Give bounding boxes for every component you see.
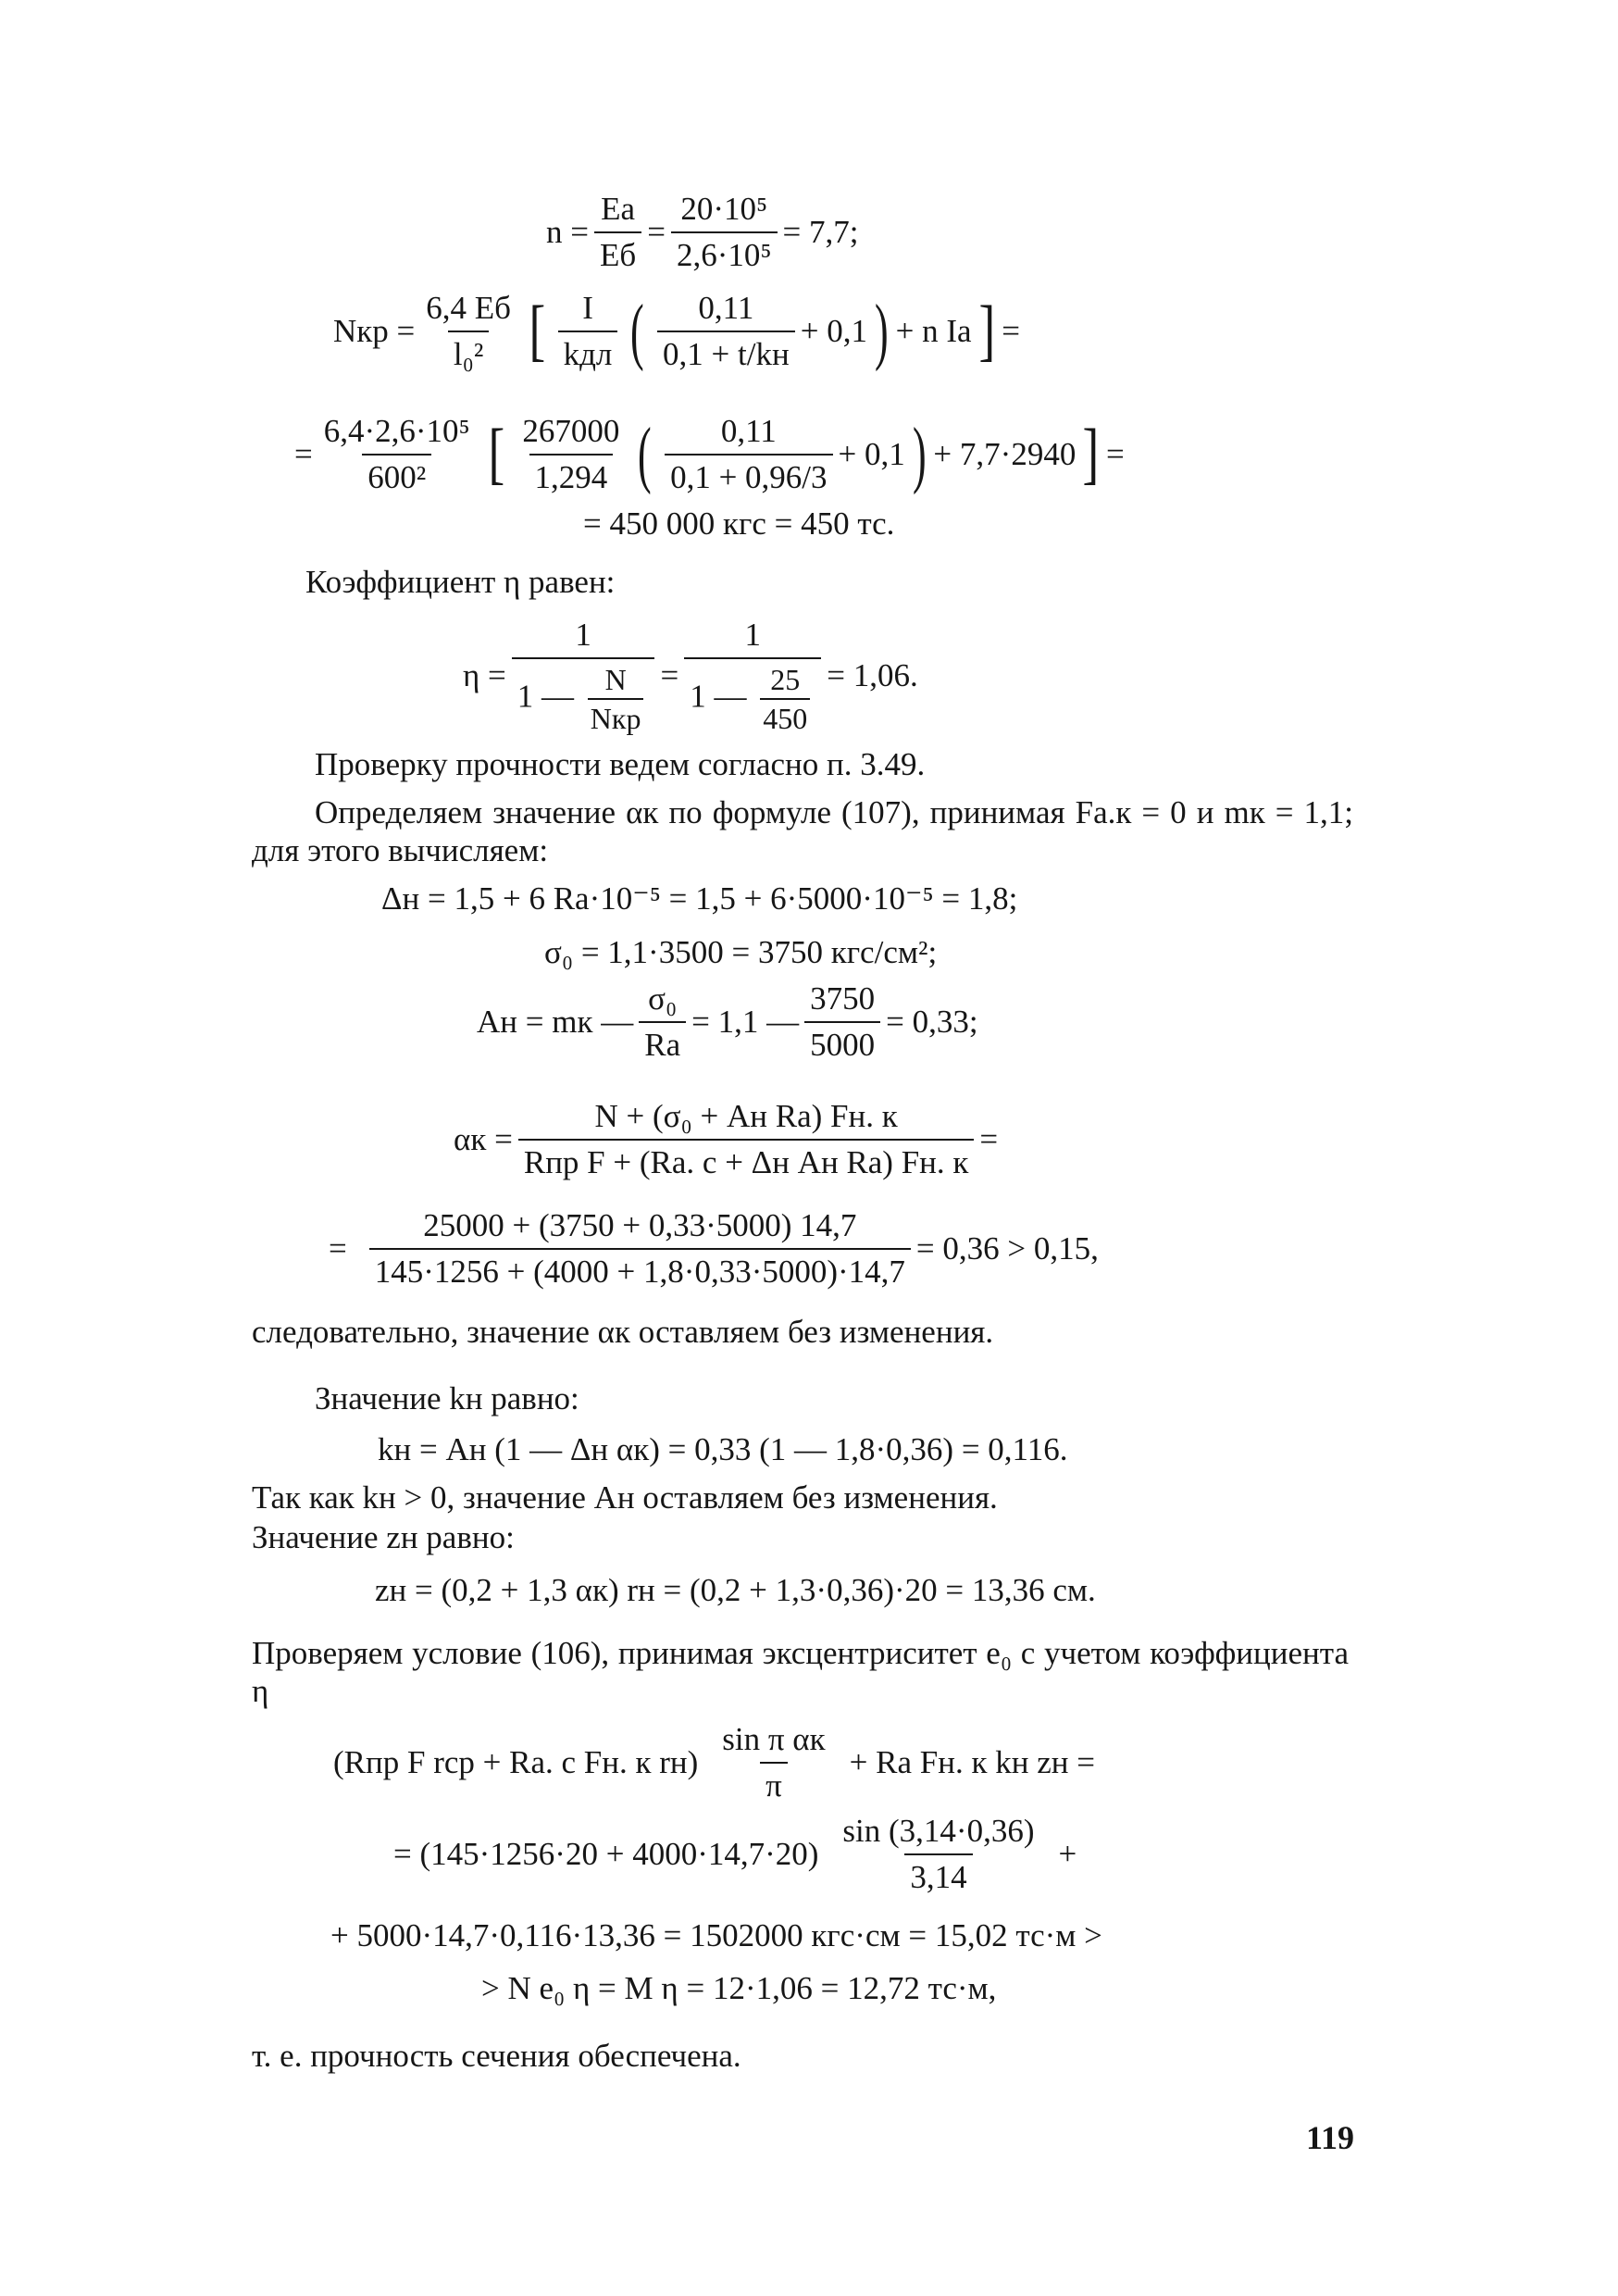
fraction: 1 1 — $\frac{25}{450}$ [684, 616, 821, 737]
fraction: $\frac{I}{\text{kдл}}$ [558, 289, 618, 374]
formula-an: Aн = mк — $\frac{\text{σ₀}}{Rа}$ = 1,1 — $\frac{3750}{5000}$ = 0,33; [477, 980, 978, 1063]
fraction: $\frac{\text{sin π αк}}{\pi}$ [722, 1721, 826, 1803]
fraction: $\frac{N}{\text{Nкр}}$ [588, 662, 644, 737]
fraction: $\frac{\text{σ₀}}{Rа}$ [639, 980, 686, 1065]
paragraph-kn-intro: Значение kн равно: [315, 1380, 579, 1416]
formula-moment-comparison: > N e₀ η = M η = 12·1,06 = 12,72 тс·м, [481, 1970, 997, 2006]
formula-zn: zн = (0,2 + 1,3 αк) rн = (0,2 + 1,3·0,36)·20 = 13,36 см. [375, 1572, 1096, 1608]
fraction: $\frac{6,4 Eб}{\text{l₀²}}$ [426, 290, 511, 372]
formula-condition: (Rпр F rср + Rа. с Fн. к rн) $\frac{\text{sin π αк}}{\pi}$ + Rа Fн. к kн zн = [333, 1721, 1095, 1803]
fraction: $\frac{Eа}{Eб}$ [594, 190, 641, 275]
paragraph-an-unchanged: Так как kн > 0, значение Aн оставляем без изменения. [252, 1479, 998, 1516]
formula-ncr-numeric: = $\frac{\text{6,4·2,6·10⁵}}{\text{600²}}$ [ $\frac{267000}{1,294}$ ( $\frac{0,11}{0,1 + 0,96/3}$ + 0,1 ) + 7,7·2940 ] = [294, 413, 1125, 495]
paragraph-alpha-definition: Определяем значение αк по формуле (107), принимая Fа.к = 0 и mк = 1,1; для этого вычисляем: [252, 794, 1353, 869]
fraction: $\frac{0,11}{0,1 + t/kн}$ [657, 289, 795, 374]
formula-lhs: n = [546, 214, 589, 250]
paragraph-zn-intro: Значение zн равно: [252, 1519, 515, 1555]
fraction: 1 1 — $\frac{N}{\text{Nкр}}$ [512, 616, 655, 737]
fraction: $\frac{267000}{1,294}$ [522, 413, 620, 495]
paragraph-alpha-unchanged: следовательно, значение αк оставляем без изменения. [252, 1314, 994, 1350]
formula-delta: Δн = 1,5 + 6 Rа·10⁻⁵ = 1,5 + 6·5000·10⁻⁵ = 1,8; [381, 880, 1018, 917]
formula-alpha: αк = $\frac{\text{N + (σ₀ + Aн Rа) Fн. к}}{\text{Rпр F + (Rа. с + Δн Aн Rа) Fн. к}}$ = [454, 1098, 999, 1180]
formula-sigma: σ₀ = 1,1·3500 = 3750 кгс/см²; [544, 934, 938, 970]
paragraph-eta-intro: Коэффициент η равен: [305, 564, 616, 600]
fraction: $\frac{25000 + (3750 + 0,33\cdot 5000) 14,7}{145\cdot 1256 + (4000 + 1,8\cdot 0,33\cdot 5000)\cdot 14,7}$ [369, 1206, 911, 1292]
formula-alpha-numeric: = $\frac{25000 + (3750 + 0,33\cdot 5000) 14,7}{145\cdot 1256 + (4000 + 1,8\cdot 0,33\cdot 5000)\cdot 14,7}$ = 0,36 > 0,15, [329, 1207, 1099, 1290]
paragraph-condition-check: Проверяем условие (106), принимая эксцентриситет e₀ с учетом коэффициента η [252, 1635, 1349, 1710]
formula-n: n = $\frac{Eа}{Eб}$ = $\frac{\text{20·10⁵}}{\text{2,6·10⁵}}$ = 7,7; [546, 191, 859, 273]
formula-eta: η = 1 1 — $\frac{N}{\text{Nкр}}$ = 1 1 — $\frac{25}{450}$ = 1,06. [463, 617, 918, 736]
paragraph-conclusion: т. е. прочность сечения обеспечена. [252, 2038, 741, 2074]
fraction: $\frac{\sin (3,14\cdot 0,36)}{3,14}$ [842, 1813, 1035, 1895]
formula-kn: kн = Aн (1 — Δн αк) = 0,33 (1 — 1,8·0,36) = 0,116. [378, 1431, 1068, 1467]
fraction: $\frac{\text{20·10⁵}}{\text{2,6·10⁵}}$ [671, 190, 778, 275]
fraction: $\frac{\text{N + (σ₀ + Aн Rа) Fн. к}}{\text{Rпр F + (Rа. с + Δн Aн Rа) Fн. к}}$ [518, 1097, 975, 1182]
formula-result-ncr: = 450 000 кгс = 450 тс. [583, 505, 895, 542]
page-number: 119 [1305, 2119, 1354, 2156]
fraction: $\frac{\text{6,4·2,6·10⁵}}{\text{600²}}$ [323, 413, 470, 495]
fraction: $\frac{25}{450}$ [760, 662, 810, 737]
formula-ncr: Nкр = $\frac{6,4 Eб}{\text{l₀²}}$ [ $\frac{I}{\text{kдл}}$ ( $\frac{0,11}{0,1 + t/kн}$ + 0,1 ) + n Iа ] = [333, 290, 1020, 372]
formula-moment: + 5000·14,7·0,116·13,36 = 1502000 кгс·см = 15,02 тс·м > [330, 1917, 1102, 1953]
fraction: $\frac{0,11}{0,1 + 0,96/3}$ [665, 412, 832, 497]
paragraph-strength-check: Проверку прочности ведем согласно п. 3.49. [315, 746, 926, 782]
formula-condition-numeric: = (145·1256·20 + 4000·14,7·20) $\frac{\sin (3,14\cdot 0,36)}{3,14}$ + [393, 1813, 1077, 1895]
fraction: $\frac{3750}{5000}$ [804, 980, 880, 1065]
